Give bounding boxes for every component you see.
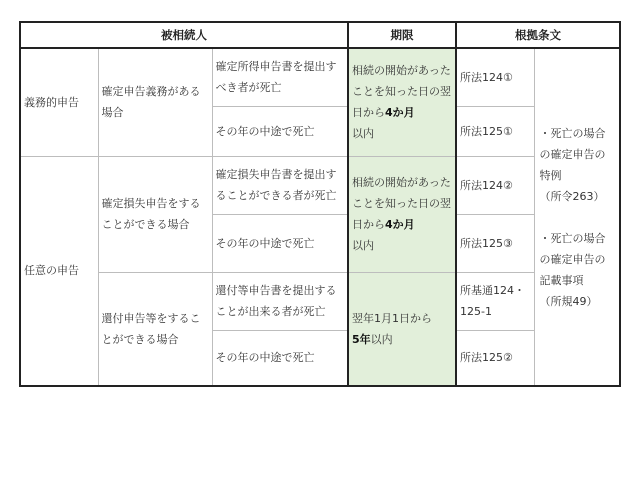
table-row [20, 48, 620, 106]
case-loss-allowed: 確定損失申告をすることができる場合 [98, 156, 212, 272]
condition-cell: その年の中途で死亡 [212, 330, 348, 386]
deadline-suffix: 以内 [352, 239, 374, 252]
deadline-text: 相続の開始があったことを知った日の翌日から [352, 64, 451, 120]
law-reference: 所法125① [456, 106, 534, 156]
law-reference: 所法124② [456, 156, 534, 214]
deadline-suffix: 以内 [352, 127, 374, 141]
law-reference: 所法124① [456, 48, 534, 106]
deadline-suffix: 以内 [370, 332, 393, 346]
law-reference: 所法125② [456, 330, 534, 386]
basis-note-2: ・死亡の場合の確定申告の記載事項 [539, 231, 606, 287]
case-obligated: 確定申告義務がある場合 [98, 48, 212, 156]
header-row [20, 22, 620, 48]
basis-notes [534, 48, 620, 386]
table-row [20, 156, 620, 214]
header-deadline: 期限 [348, 22, 456, 48]
deadline-cell-1 [348, 48, 456, 156]
condition-cell: その年の中途で死亡 [212, 106, 348, 156]
table-row [20, 272, 620, 330]
basis-note-1: ・死亡の場合の確定申告の特例 [539, 126, 606, 182]
condition-cell: その年の中途で死亡 [212, 214, 348, 272]
case-refund-allowed: 還付申告等をすることができる場合 [98, 272, 212, 386]
basis-note-2-ref: （所規49） [539, 294, 598, 308]
header-heir: 被相続人 [20, 22, 348, 48]
deadline-cell-3 [348, 272, 456, 386]
section-mandatory: 義務的申告 [20, 48, 98, 156]
deadline-text: 相続の開始があったことを知った日の翌日から [352, 176, 451, 231]
deadline-period: 5年 [352, 332, 371, 346]
law-reference: 所基通124・125-1 [456, 272, 534, 330]
section-optional: 任意の申告 [20, 156, 98, 386]
law-reference: 所法125③ [456, 214, 534, 272]
deadline-text: 翌年1月1日から [352, 311, 432, 325]
basis-note-1-ref: （所令263） [539, 189, 605, 203]
deadline-cell-2 [348, 156, 456, 272]
deadline-period: 4か月 [385, 218, 415, 231]
condition-cell: 還付等申告書を提出することが出来る者が死亡 [212, 272, 348, 330]
deadline-period: 4か月 [385, 106, 415, 120]
inheritance-tax-return-table [19, 21, 621, 387]
condition-cell: 確定所得申告書を提出すべき者が死亡 [212, 48, 348, 106]
header-basis: 根拠条文 [456, 22, 620, 48]
condition-cell: 確定損失申告書を提出することができる者が死亡 [212, 156, 348, 214]
